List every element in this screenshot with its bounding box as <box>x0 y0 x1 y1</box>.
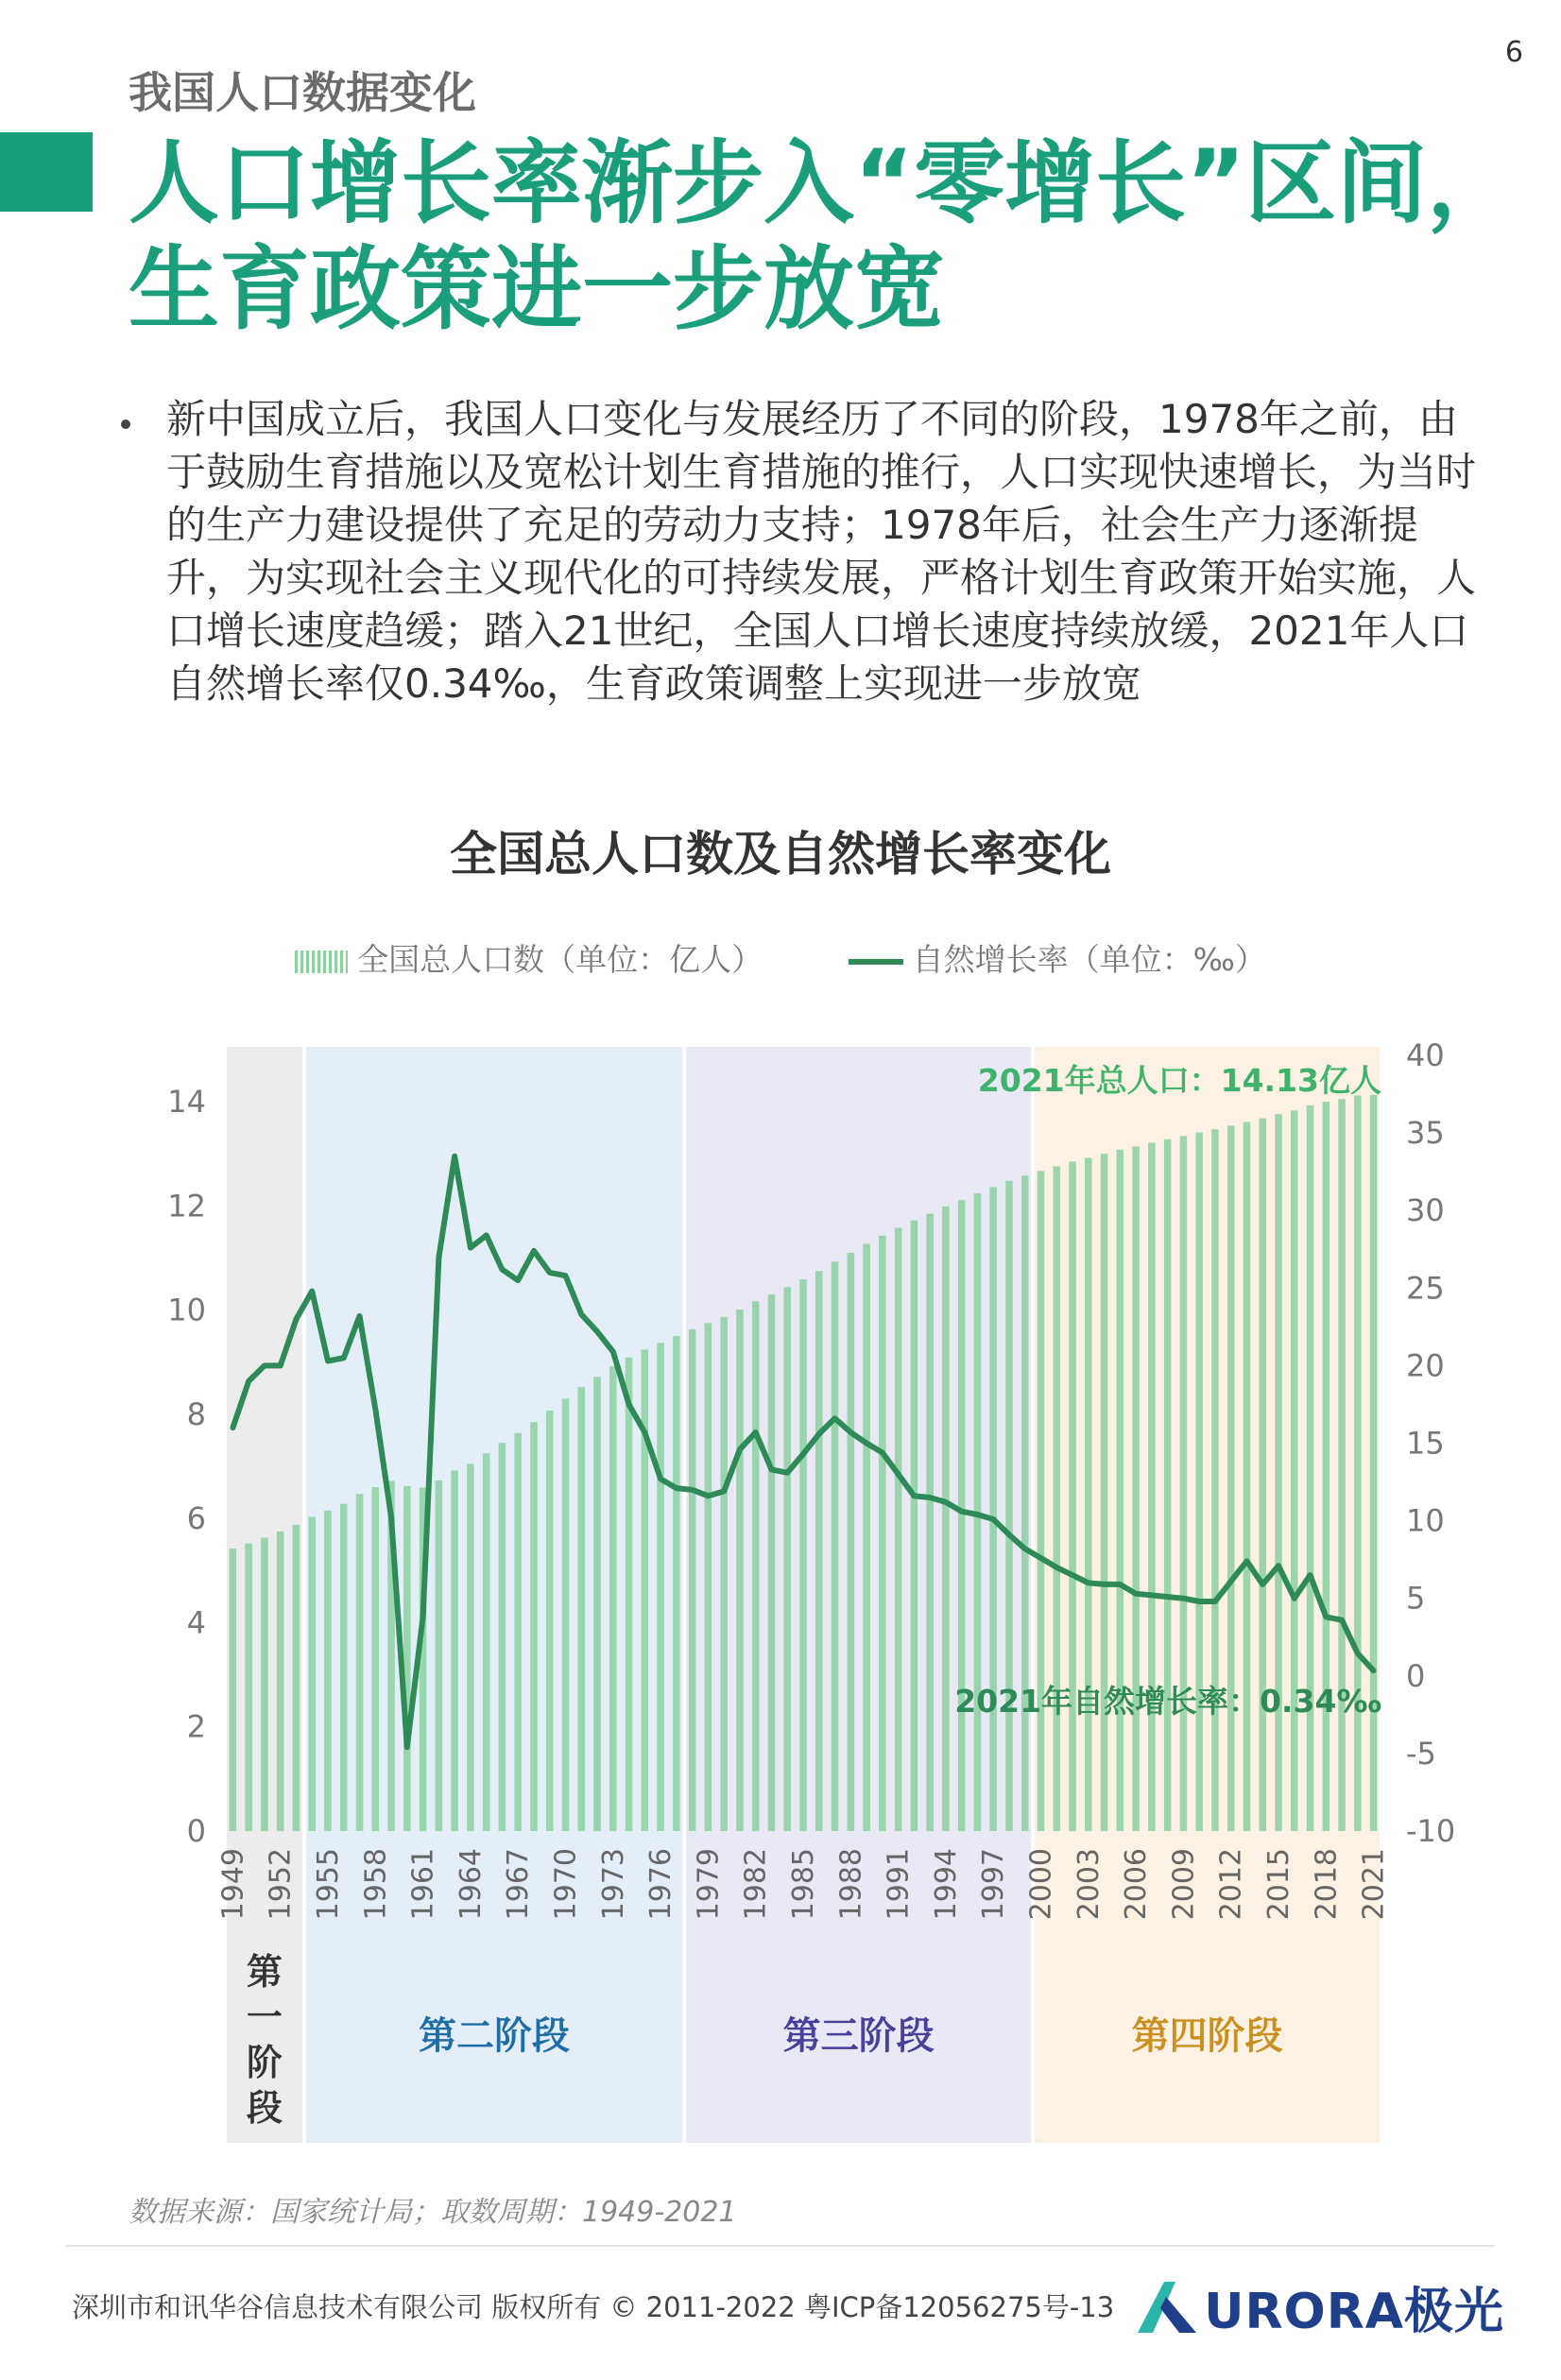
population-bar-2001 <box>1054 1166 1061 1831</box>
y-right-tick-label: 5 <box>1406 1580 1426 1617</box>
chart-title: 全国总人口数及自然增长率变化 <box>450 827 1111 882</box>
population-bar-1960 <box>403 1486 411 1831</box>
population-bar-1997 <box>989 1187 997 1831</box>
growth-rate-point-2009 <box>1182 1597 1185 1600</box>
growth-rate-point-1989 <box>866 1442 868 1445</box>
population-bar-1988 <box>848 1253 855 1831</box>
growth-rate-point-1973 <box>611 1350 614 1353</box>
population-bar-1998 <box>1005 1181 1013 1831</box>
population-bar-2005 <box>1117 1150 1124 1831</box>
population-bar-1972 <box>593 1377 601 1831</box>
x-tick-label: 1997 <box>977 1848 1011 1921</box>
population-bar-2017 <box>1307 1105 1314 1831</box>
x-tick-label: 1949 <box>216 1848 250 1921</box>
growth-rate-point-1958 <box>374 1408 377 1411</box>
growth-rate-point-1963 <box>454 1155 456 1157</box>
growth-rate-point-1949 <box>232 1427 234 1430</box>
x-tick-label: 2003 <box>1072 1848 1106 1921</box>
population-bar-2000 <box>1038 1171 1045 1831</box>
growth-rate-point-1951 <box>263 1364 266 1367</box>
growth-rate-point-1953 <box>295 1318 298 1321</box>
growth-rate-point-1999 <box>1023 1548 1026 1550</box>
growth-rate-point-2008 <box>1166 1596 1169 1599</box>
page-title-line-1: 人口增长率渐步入“零增长”区间， <box>129 130 1518 236</box>
growth-rate-point-2012 <box>1229 1580 1232 1583</box>
population-bar-1983 <box>768 1294 776 1831</box>
population-bar-1962 <box>436 1481 443 1831</box>
y-right-tick-label: 35 <box>1406 1115 1445 1152</box>
growth-rate-point-1967 <box>517 1279 520 1282</box>
growth-rate-point-1975 <box>643 1431 646 1434</box>
growth-rate-point-1959 <box>390 1516 393 1519</box>
population-bar-1980 <box>720 1317 728 1831</box>
growth-rate-point-1956 <box>342 1357 345 1360</box>
population-bar-1954 <box>308 1516 316 1831</box>
x-tick-label: 1961 <box>406 1848 440 1921</box>
population-bar-1953 <box>293 1525 300 1831</box>
x-tick-label: 1991 <box>882 1848 916 1921</box>
y-left-tick-label: 10 <box>167 1292 206 1328</box>
population-bar-2021 <box>1370 1095 1378 1831</box>
growth-rate-point-1979 <box>707 1495 710 1498</box>
growth-rate-point-2016 <box>1293 1597 1295 1600</box>
section-label: 我国人口数据变化 <box>129 67 476 118</box>
x-tick-label: 1952 <box>264 1848 298 1921</box>
population-bar-1981 <box>736 1310 744 1831</box>
x-tick-label: 2012 <box>1214 1848 1248 1921</box>
aurora-logo-icon <box>1134 2278 1200 2337</box>
population-bar-1973 <box>609 1366 617 1831</box>
population-bar-1963 <box>451 1470 458 1831</box>
growth-rate-point-1964 <box>469 1246 472 1249</box>
footer-divider <box>66 2245 1495 2247</box>
growth-rate-point-1994 <box>944 1500 947 1503</box>
growth-rate-point-2010 <box>1198 1600 1201 1602</box>
y-left-tick-label: 2 <box>186 1708 206 1745</box>
growth-rate-point-1962 <box>437 1256 440 1258</box>
legend-label-growth-rate: 自然增长率（单位：‰） <box>912 941 1266 978</box>
growth-rate-point-1988 <box>849 1431 852 1434</box>
annotation-growth-rate: 2021年自然增长率：0.34‰ <box>954 1683 1381 1720</box>
population-bar-1974 <box>626 1358 633 1831</box>
x-tick-label: 2018 <box>1310 1848 1344 1921</box>
page-title-line-2: 生育政策进一步放宽 <box>129 236 945 342</box>
data-source: 数据来源：国家统计局；取数周期：1949-2021 <box>129 2196 737 2229</box>
growth-rate-point-1969 <box>548 1271 551 1274</box>
growth-rate-point-1997 <box>992 1517 995 1520</box>
x-tick-label: 1982 <box>739 1848 773 1921</box>
population-bar-1991 <box>895 1227 902 1831</box>
growth-rate-point-1981 <box>738 1448 741 1451</box>
y-left-tick-label: 0 <box>186 1813 206 1849</box>
growth-rate-point-2014 <box>1261 1583 1264 1585</box>
growth-rate-point-1950 <box>248 1379 250 1382</box>
growth-rate-point-1952 <box>279 1364 282 1367</box>
growth-rate-point-1976 <box>660 1478 662 1481</box>
population-bar-2008 <box>1164 1139 1172 1831</box>
population-bar-1952 <box>277 1532 284 1831</box>
growth-rate-point-1978 <box>691 1488 694 1491</box>
population-bar-2013 <box>1244 1122 1251 1831</box>
x-tick-label: 2021 <box>1357 1848 1391 1921</box>
population-bar-2020 <box>1354 1095 1362 1831</box>
population-bar-2016 <box>1291 1110 1298 1831</box>
population-bar-2015 <box>1275 1114 1282 1831</box>
x-tick-label: 1988 <box>834 1848 868 1921</box>
growth-rate-point-1961 <box>421 1616 424 1618</box>
growth-rate-point-1972 <box>596 1330 599 1333</box>
population-bar-1994 <box>942 1207 950 1831</box>
population-bar-1985 <box>799 1279 807 1831</box>
y-right-tick-label: -5 <box>1406 1735 1436 1772</box>
population-bar-1982 <box>752 1301 760 1831</box>
y-left-tick-label: 6 <box>186 1500 206 1537</box>
growth-rate-point-1983 <box>770 1468 773 1471</box>
population-bar-1950 <box>245 1544 252 1831</box>
growth-rate-point-1984 <box>786 1471 789 1474</box>
population-bar-1965 <box>483 1453 490 1831</box>
growth-rate-point-1977 <box>675 1487 678 1490</box>
x-tick-label: 1955 <box>312 1848 345 1921</box>
annotation-total-population: 2021年总人口：14.13亿人 <box>977 1062 1381 1099</box>
population-bar-1999 <box>1021 1175 1029 1831</box>
y-right-tick-label: 15 <box>1406 1425 1445 1462</box>
x-tick-label: 1964 <box>454 1848 488 1921</box>
x-tick-label: 2015 <box>1262 1848 1295 1921</box>
population-bar-1984 <box>783 1287 791 1831</box>
bullet-text: 新中国成立后，我国人口变化与发展经历了不同的阶段，1978年之前，由于鼓励生育措施以及宽松计划生育措施的推行，人口实现快速增长，为当时的生产力建设提供了充足的劳动力支持；1978年后，社会生产力逐渐提升，为实现社会主义现代化的可持续发展，严格计划生育政策开始实施，人口增长速度趋缓；踏入21世纪，全国人口增长速度持续放缓，2021年人口自然增长率仅0.34‰，生育政策调整上实现进一步放宽 <box>166 396 1477 707</box>
growth-rate-point-1966 <box>501 1268 504 1271</box>
population-bar-1957 <box>356 1494 364 1831</box>
population-bar-1979 <box>705 1323 712 1831</box>
growth-rate-point-1998 <box>1007 1533 1010 1536</box>
growth-rate-point-1985 <box>802 1452 805 1455</box>
growth-rate-point-1992 <box>913 1495 916 1498</box>
population-bar-1967 <box>514 1433 522 1831</box>
population-bar-1975 <box>642 1349 649 1831</box>
population-bar-2006 <box>1132 1146 1140 1831</box>
population-bar-1987 <box>832 1261 839 1831</box>
growth-rate-point-1995 <box>960 1510 963 1513</box>
population-bar-1969 <box>546 1411 554 1831</box>
growth-rate-point-2011 <box>1213 1600 1216 1602</box>
y-right-tick-label: 40 <box>1406 1037 1445 1073</box>
y-right-tick-label: 25 <box>1406 1270 1445 1307</box>
population-bar-1993 <box>926 1214 934 1831</box>
growth-rate-point-2000 <box>1039 1557 1042 1560</box>
population-bar-1992 <box>911 1221 918 1831</box>
growth-rate-point-1971 <box>580 1313 583 1316</box>
population-bar-2003 <box>1085 1158 1092 1831</box>
population-bar-1986 <box>815 1271 823 1831</box>
growth-rate-point-2003 <box>1087 1582 1089 1584</box>
x-tick-label: 1979 <box>692 1848 726 1921</box>
aurora-logo <box>1134 2271 1504 2342</box>
population-bar-1949 <box>230 1549 237 1831</box>
population-bar-2018 <box>1323 1102 1330 1831</box>
y-left-tick-label: 12 <box>167 1188 206 1224</box>
population-bar-1968 <box>530 1422 538 1831</box>
growth-rate-point-2020 <box>1356 1652 1359 1654</box>
y-left-tick-label: 4 <box>186 1604 206 1641</box>
population-bar-1964 <box>467 1464 474 1831</box>
growth-rate-point-2002 <box>1072 1574 1074 1577</box>
population-bar-2014 <box>1259 1119 1266 1831</box>
growth-rate-point-1996 <box>976 1514 979 1516</box>
y-right-tick-label: 10 <box>1406 1502 1445 1539</box>
x-tick-label: 2009 <box>1167 1848 1201 1921</box>
x-tick-label: 1994 <box>929 1848 963 1921</box>
growth-rate-point-1957 <box>358 1314 361 1317</box>
growth-rate-point-2007 <box>1150 1594 1153 1597</box>
growth-rate-point-2018 <box>1325 1616 1328 1618</box>
phase-label-4: 第四阶段 <box>1131 2014 1283 2058</box>
growth-rate-point-2006 <box>1135 1592 1138 1595</box>
y-left-tick-label: 14 <box>167 1084 206 1120</box>
population-bar-1995 <box>958 1200 966 1831</box>
population-bar-2010 <box>1195 1133 1203 1831</box>
x-tick-label: 1976 <box>644 1848 678 1921</box>
population-bar-1955 <box>324 1511 332 1831</box>
growth-rate-point-2019 <box>1341 1618 1344 1621</box>
growth-rate-point-1982 <box>754 1431 757 1434</box>
page-number: 6 <box>1504 36 1523 69</box>
y-right-tick-label: 0 <box>1406 1657 1426 1694</box>
population-bar-1976 <box>657 1343 664 1831</box>
legend-label-population: 全国总人口数（单位：亿人） <box>357 941 763 978</box>
growth-rate-point-2013 <box>1245 1560 1248 1563</box>
y-right-tick-label: 30 <box>1406 1192 1445 1229</box>
phase-label-2: 第二阶段 <box>419 2014 571 2058</box>
growth-rate-point-1990 <box>881 1451 883 1454</box>
population-bar-1970 <box>562 1398 570 1831</box>
phase-label-3: 第三阶段 <box>782 2014 935 2058</box>
x-tick-label: 1973 <box>596 1848 630 1921</box>
population-bar-1989 <box>863 1244 870 1831</box>
growth-rate-point-2001 <box>1055 1566 1058 1568</box>
growth-rate-point-2021 <box>1372 1669 1375 1672</box>
x-tick-label: 1985 <box>787 1848 820 1921</box>
population-bar-1958 <box>372 1487 380 1831</box>
population-bar-2019 <box>1338 1099 1346 1831</box>
growth-rate-point-2017 <box>1309 1574 1312 1577</box>
population-bar-1971 <box>577 1387 585 1831</box>
growth-rate-point-1993 <box>929 1496 932 1498</box>
y-right-tick-label: 20 <box>1406 1347 1445 1384</box>
x-tick-label: 1958 <box>359 1848 393 1921</box>
growth-rate-point-1991 <box>897 1473 900 1476</box>
y-right-tick-label: -10 <box>1406 1813 1456 1849</box>
x-tick-label: 1970 <box>549 1848 583 1921</box>
population-bar-1966 <box>499 1443 506 1831</box>
growth-rate-point-1986 <box>817 1432 820 1435</box>
growth-rate-point-1970 <box>564 1275 567 1277</box>
population-bar-2004 <box>1101 1154 1108 1831</box>
population-bar-1951 <box>261 1538 268 1831</box>
growth-rate-point-1987 <box>833 1417 836 1420</box>
population-bar-1977 <box>673 1336 680 1831</box>
growth-rate-point-1968 <box>532 1249 535 1252</box>
population-bar-2007 <box>1148 1143 1156 1831</box>
x-tick-label: 1967 <box>502 1848 536 1921</box>
population-bar-2002 <box>1069 1161 1076 1831</box>
phase-label-1: 第一阶段 <box>246 1951 283 2129</box>
growth-rate-point-2005 <box>1119 1583 1122 1585</box>
population-bar-1990 <box>879 1236 886 1831</box>
x-tick-label: 2006 <box>1120 1848 1154 1921</box>
growth-rate-point-1954 <box>311 1290 314 1293</box>
population-bar-2011 <box>1211 1129 1219 1831</box>
population-bar-2012 <box>1227 1125 1235 1831</box>
population-bar-1956 <box>340 1504 348 1831</box>
y-left-tick-label: 8 <box>186 1395 206 1432</box>
copyright: 深圳市和讯华谷信息技术有限公司 版权所有 © 2011-2022 粤ICP备12056275号-13 <box>72 2291 1115 2323</box>
growth-rate-point-2015 <box>1278 1565 1280 1567</box>
x-tick-label: 2000 <box>1024 1848 1058 1921</box>
growth-rate-point-1955 <box>326 1360 329 1362</box>
growth-rate-point-1980 <box>723 1490 726 1493</box>
population-bar-1978 <box>689 1329 696 1831</box>
growth-rate-point-1965 <box>485 1234 488 1237</box>
growth-rate-point-1960 <box>405 1746 408 1749</box>
growth-rate-point-1974 <box>627 1403 630 1406</box>
aurora-logo-text: URORA极光 <box>1204 2284 1504 2340</box>
population-bar-2009 <box>1180 1136 1188 1831</box>
growth-rate-point-2004 <box>1103 1583 1106 1585</box>
